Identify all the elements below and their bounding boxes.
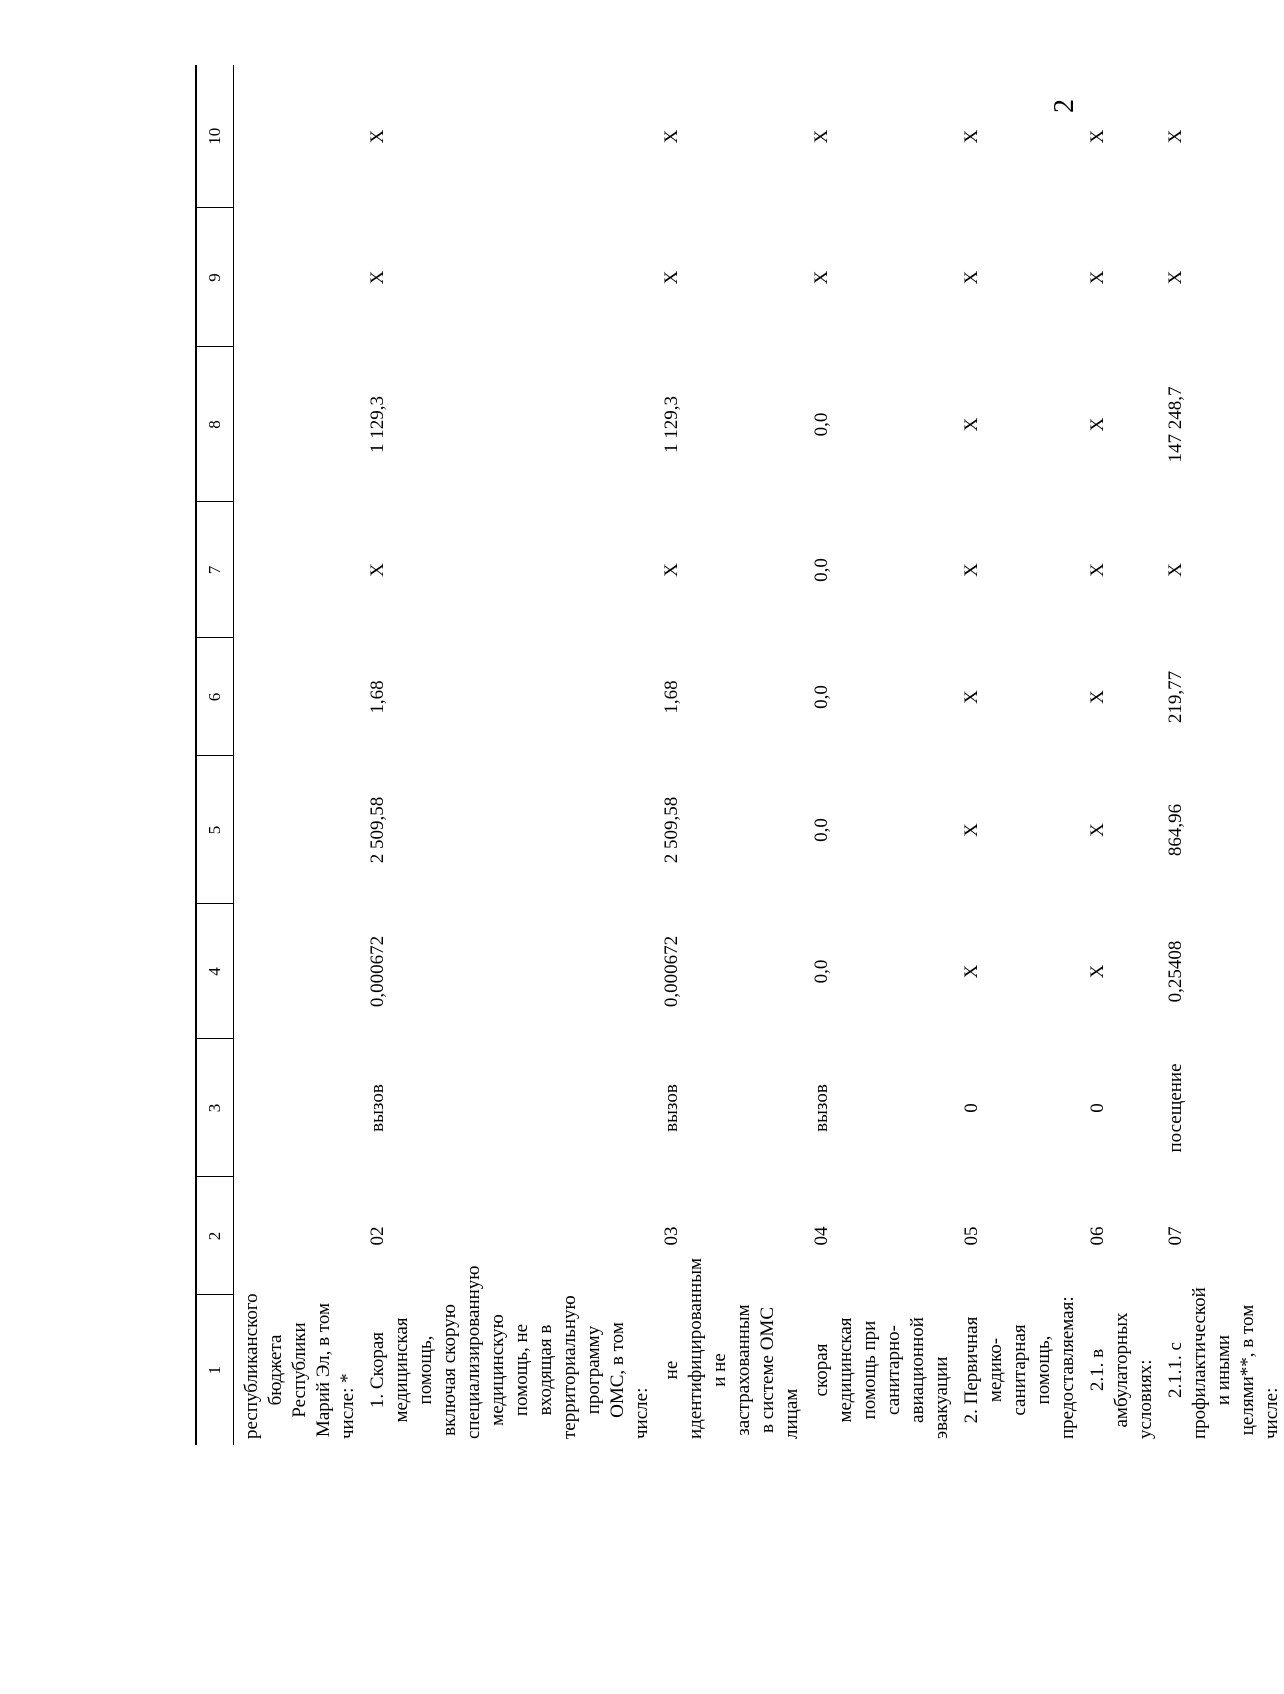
- cell-col8: Х: [1087, 417, 1108, 432]
- cell-col10: Х: [961, 129, 982, 144]
- continuation-cell: республиканского бюджета Республики Марий Эл, в том числе: *: [241, 1293, 358, 1439]
- cell-col10: Х: [367, 129, 388, 144]
- cell-col7: Х: [961, 563, 982, 577]
- cell-col5: 864,96: [1165, 803, 1186, 857]
- row-code: 03: [661, 1226, 682, 1246]
- row-label: скорая медицинская помощь при санитарно-авиационной эвакуации: [811, 1317, 952, 1439]
- cell-col6: Х: [1087, 690, 1108, 704]
- cell-unit: 0: [961, 1103, 982, 1113]
- cell-col8: 0,0: [811, 412, 832, 437]
- cell-col4: 0,000672: [367, 935, 388, 1008]
- financing-table: [195, 65, 1284, 1445]
- cell-col9: Х: [367, 270, 388, 285]
- cell-col4: Х: [961, 964, 982, 979]
- page-number: 2: [1049, 99, 1080, 113]
- cell-col7: 0,0: [811, 558, 832, 582]
- cell-unit: вызов: [367, 1084, 388, 1132]
- cell-col4: 0,25408: [1165, 940, 1186, 1003]
- cell-col4: Х: [1087, 964, 1108, 979]
- table-row: [360, 65, 654, 1445]
- cell-col4: 0,0: [811, 959, 832, 984]
- row-code: 07: [1165, 1226, 1186, 1246]
- cell-col9: Х: [961, 270, 982, 285]
- cell-col5: 0,0: [811, 818, 832, 842]
- cell-col8: 147 248,7: [1165, 386, 1186, 463]
- header-col-8: 8: [196, 347, 234, 502]
- cell-col4: 0,000672: [661, 935, 682, 1008]
- table-row: [1158, 65, 1284, 1445]
- row-label: 2.1.1. с профилактической и иными целями**, в том числе:: [1165, 1287, 1282, 1439]
- cell-col9: Х: [1165, 270, 1186, 285]
- cell-col5: Х: [961, 823, 982, 837]
- row-code: 04: [811, 1226, 832, 1246]
- cell-col8: 1 129,3: [661, 396, 682, 453]
- table-row: [654, 65, 804, 1445]
- row-label: 1. Скорая медицинская помощь, включая скорую специализированную медицинскую помощь, не входящая в территориальную программу ОМС, в том числе:: [367, 1265, 652, 1439]
- cell-col7: Х: [1087, 563, 1108, 577]
- table-row: [804, 65, 954, 1445]
- cell-col6: 219,77: [1165, 670, 1186, 724]
- row-code: 05: [961, 1226, 982, 1246]
- cell-col7: Х: [661, 563, 682, 577]
- row-label: 2. Первичная медико-санитарная помощь, предоставляемая:: [961, 1296, 1078, 1439]
- cell-unit: 0: [1087, 1103, 1108, 1113]
- header-col-1: 1: [196, 1295, 234, 1445]
- table-header: [196, 65, 234, 1445]
- cell-col7: Х: [1165, 563, 1186, 577]
- cell-col5: Х: [1087, 823, 1108, 837]
- header-col-10: 10: [196, 65, 234, 208]
- cell-col10: Х: [811, 129, 832, 144]
- table-row-continuation: [234, 65, 361, 1445]
- table-row: [954, 65, 1080, 1445]
- header-col-5: 5: [196, 756, 234, 904]
- header-col-6: 6: [196, 638, 234, 756]
- cell-unit: вызов: [811, 1084, 832, 1132]
- row-label: не идентифицированным и не застрахованным в системе ОМС лицам: [661, 1257, 802, 1439]
- cell-col5: 2 509,58: [661, 796, 682, 864]
- cell-col6: 0,0: [811, 685, 832, 709]
- cell-unit: вызов: [661, 1084, 682, 1132]
- cell-col9: Х: [661, 270, 682, 285]
- header-col-3: 3: [196, 1039, 234, 1177]
- cell-col5: 2 509,58: [367, 796, 388, 864]
- row-label: 2.1. в амбулаторных условиях:: [1087, 1312, 1156, 1439]
- cell-col6: 1,68: [367, 680, 388, 714]
- header-col-2: 2: [196, 1177, 234, 1295]
- header-col-9: 9: [196, 208, 234, 347]
- cell-col9: Х: [1087, 270, 1108, 285]
- row-code: 06: [1087, 1226, 1108, 1246]
- cell-col9: Х: [811, 270, 832, 285]
- cell-col8: Х: [961, 417, 982, 432]
- header-row: [196, 65, 234, 1445]
- cell-col10: Х: [1087, 129, 1108, 144]
- row-code: 02: [367, 1226, 388, 1246]
- cell-col6: Х: [961, 690, 982, 704]
- cell-col8: 1 129,3: [367, 396, 388, 453]
- rotated-table-container: [195, 65, 1282, 1445]
- header-col-4: 4: [196, 904, 234, 1039]
- cell-col6: 1,68: [661, 680, 682, 714]
- table-row: [1080, 65, 1158, 1445]
- cell-col10: Х: [661, 129, 682, 144]
- header-col-7: 7: [196, 502, 234, 638]
- cell-col10: Х: [1165, 129, 1186, 144]
- table-body: [234, 65, 1284, 1445]
- cell-unit: посещение: [1165, 1063, 1186, 1153]
- cell-col7: Х: [367, 563, 388, 577]
